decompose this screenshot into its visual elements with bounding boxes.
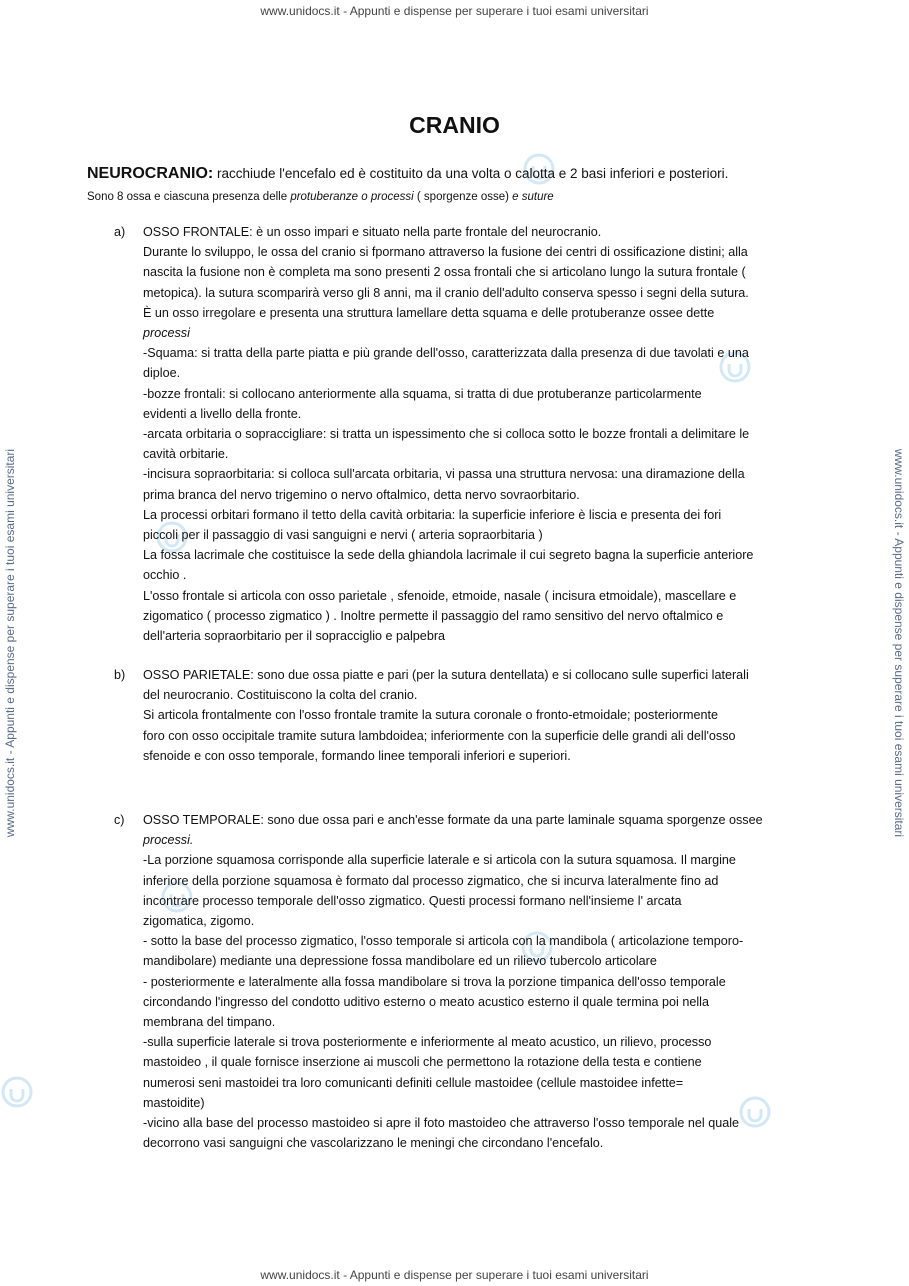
text-line: La fossa lacrimale che costituisce la sede della ghiandola lacrimale il cui segreto bagna la superficie anteriore (143, 548, 754, 563)
text-line: zigomatica, zigomo. (143, 914, 255, 929)
intro-italic: e suture (512, 191, 554, 203)
text-line: -La porzione squamosa corrisponde alla superficie laterale e si articola con la sutura squamosa. Il margine (143, 853, 736, 868)
text-line: foro con osso occipitale tramite sutura lambdoidea; inferiormente con la superficie delle grandi ali dell'osso (143, 728, 736, 743)
text-line: piccoli per il passaggio di vasi sanguigni e nervi ( arteria sopraorbitaria ) (143, 528, 543, 543)
left-side-banner-text: www.unidocs.it - Appunti e dispense per superare i tuoi esami universitari (3, 448, 17, 838)
text-line: -arcata orbitaria o sopraccigliare: si tratta un ispessimento che si colloca sotto le bozze frontali a delimitare le (143, 427, 750, 442)
page-title: CRANIO (409, 112, 500, 138)
text-line: incontrare processo temporale dell'osso zigmatico. Questi processi formano nell'insieme l' arcata (143, 893, 682, 908)
text-line: sfenoide e con osso temporale, formando linee temporali inferiori e superiori. (143, 748, 571, 763)
text-line: Si articola frontalmente con l'osso frontale tramite la sutura coronale o fronto-etmoidale; posteriormente (143, 708, 719, 723)
text-line: OSSO FRONTALE: è un osso impari e situato nella parte frontale del neurocranio. (143, 225, 602, 239)
text-line: mastoideo , il quale fornisce inserzione ai muscoli che permettono la rotazione della testa e contiene (143, 1055, 702, 1070)
section-body (143, 665, 824, 766)
intro-italic: protuberanze o processi (290, 191, 414, 203)
text-line: - sotto la base del processo zigmatico, l'osso temporale si articola con la mandibola ( articolazione temporo- (143, 934, 744, 949)
section-osso-parietale (114, 665, 824, 766)
intro-line-1 (87, 165, 827, 183)
text-line: processi (143, 326, 190, 341)
text-line: processi. (143, 833, 194, 848)
section-osso-temporale (114, 810, 824, 1153)
text-line: metopica). la sutura scomparirà verso gli 8 anni, ma il cranio dell'adulto conserva spesso i segni della sutura. (143, 285, 749, 300)
text-line: L'osso frontale si articola con osso parietale , sfenoide, etmoide, nasale ( incisura etmoidale), mascellare e (143, 588, 737, 603)
text-line: OSSO TEMPORALE: sono due ossa pari e anch'esse formate da una parte laminale squama sporgenze ossee (143, 813, 763, 827)
text-line: numerosi seni mastoidei tra loro comunicanti definiti cellule mastoidee (cellule mastoidee infette= (143, 1075, 684, 1090)
section-osso-frontale (114, 222, 824, 646)
right-side-banner-text: www.unidocs.it - Appunti e dispense per superare i tuoi esami universitari (892, 448, 906, 838)
text-line: inferiore della porzione squamosa è formato dal processo zigmatico, che si incurva lateralmente fino ad (143, 873, 719, 888)
text-line: zigomatico ( processo zigmatico ) . Inoltre permette il passaggio del ramo sensitivo del nervo oftalmico e (143, 608, 724, 623)
right-side-banner (889, 0, 909, 1286)
list-marker: b) (114, 668, 126, 682)
text-line: La processi orbitari formano il tetto della cavità orbitaria: la superficie inferiore è liscia e presenta dei fori (143, 507, 722, 522)
text-line: decorrono vasi sanguigni che vascolarizzano le meningi che circondano l'encefalo. (143, 1136, 604, 1151)
text-line: - posteriormente e lateralmente alla fossa mandibolare si trova la porzione timpanica dell'osso temporale (143, 974, 726, 989)
text-line: circondando l'ingresso del condotto uditivo esterno o meato acustico esterno il quale termina poi nella (143, 994, 709, 1009)
text-line: -incisura sopraorbitaria: si colloca sull'arcata orbitaria, vi passa una struttura nervosa: una diramazione della (143, 467, 745, 482)
section-body (143, 810, 824, 1153)
intro-text: racchiude l'encefalo ed è costituito da una volta o calotta e 2 basi inferiori e posteriori. (213, 166, 729, 181)
list-marker: c) (114, 813, 125, 827)
text-line: Durante lo sviluppo, le ossa del cranio si fpormano attraverso la fusione dei centri di ossificazione distini; alla (143, 245, 748, 260)
text-line: diploe. (143, 366, 181, 381)
text-line: -vicino alla base del processo mastoideo si apre il foto mastoideo che attraverso l'osso temporale nel quale (143, 1116, 740, 1131)
text-line: -bozze frontali: si collocano anteriormente alla squama, si tratta di due protuberanze particolarmente (143, 386, 702, 401)
text-line: nascita la fusione non è completa ma sono presenti 2 ossa frontali che si articolano lungo la sutura frontale ( (143, 265, 746, 280)
header-watermark-banner: www.unidocs.it - Appunti e dispense per superare i tuoi esami universitari (260, 4, 649, 18)
text-line: -sulla superficie laterale si trova posteriormente e inferiormente al meato acustico, un rilievo, processo (143, 1035, 712, 1050)
text-line: del neurocranio. Costituiscono la colta del cranio. (143, 688, 418, 703)
intro-line-2 (87, 191, 827, 203)
footer-watermark-banner: www.unidocs.it - Appunti e dispense per superare i tuoi esami universitari (260, 1268, 649, 1282)
text-line: È un osso irregolare e presenta una struttura lamellare detta squama e delle protuberanze ossee dette (143, 305, 715, 320)
text-line: occhio . (143, 568, 187, 583)
text-line: evidenti a livello della fronte. (143, 406, 302, 421)
section-body (143, 222, 824, 646)
text-line: cavità orbitarie. (143, 447, 229, 462)
list-marker: a) (114, 225, 126, 239)
intro-text: Sono 8 ossa e ciascuna presenza delle (87, 191, 291, 203)
text-line: OSSO PARIETALE: sono due ossa piatte e pari (per la sutura dentellata) e si collocano sulle superfici laterali (143, 668, 749, 682)
text-line: membrana del timpano. (143, 1015, 276, 1030)
text-line: dell'arteria sopraorbitario per il sopracciglio e palpebra (143, 629, 446, 644)
intro-term: NEUROCRANIO: (87, 165, 214, 182)
watermark-logo-icon (0, 1075, 34, 1109)
text-line: prima branca del nervo trigemino o nervo oftalmico, detta nervo sovraorbitario. (143, 487, 580, 502)
text-line: mandibolare) mediante una depressione fossa mandibolare ed un rilievo tubercolo articolare (143, 954, 657, 969)
text-line: -Squama: si tratta della parte piatta e più grande dell'osso, caratterizzata dalla presenza di due tavolati e una (143, 346, 749, 361)
text-line: mastoidite) (143, 1095, 205, 1110)
intro-text: ( sporgenze osse) (413, 191, 513, 203)
